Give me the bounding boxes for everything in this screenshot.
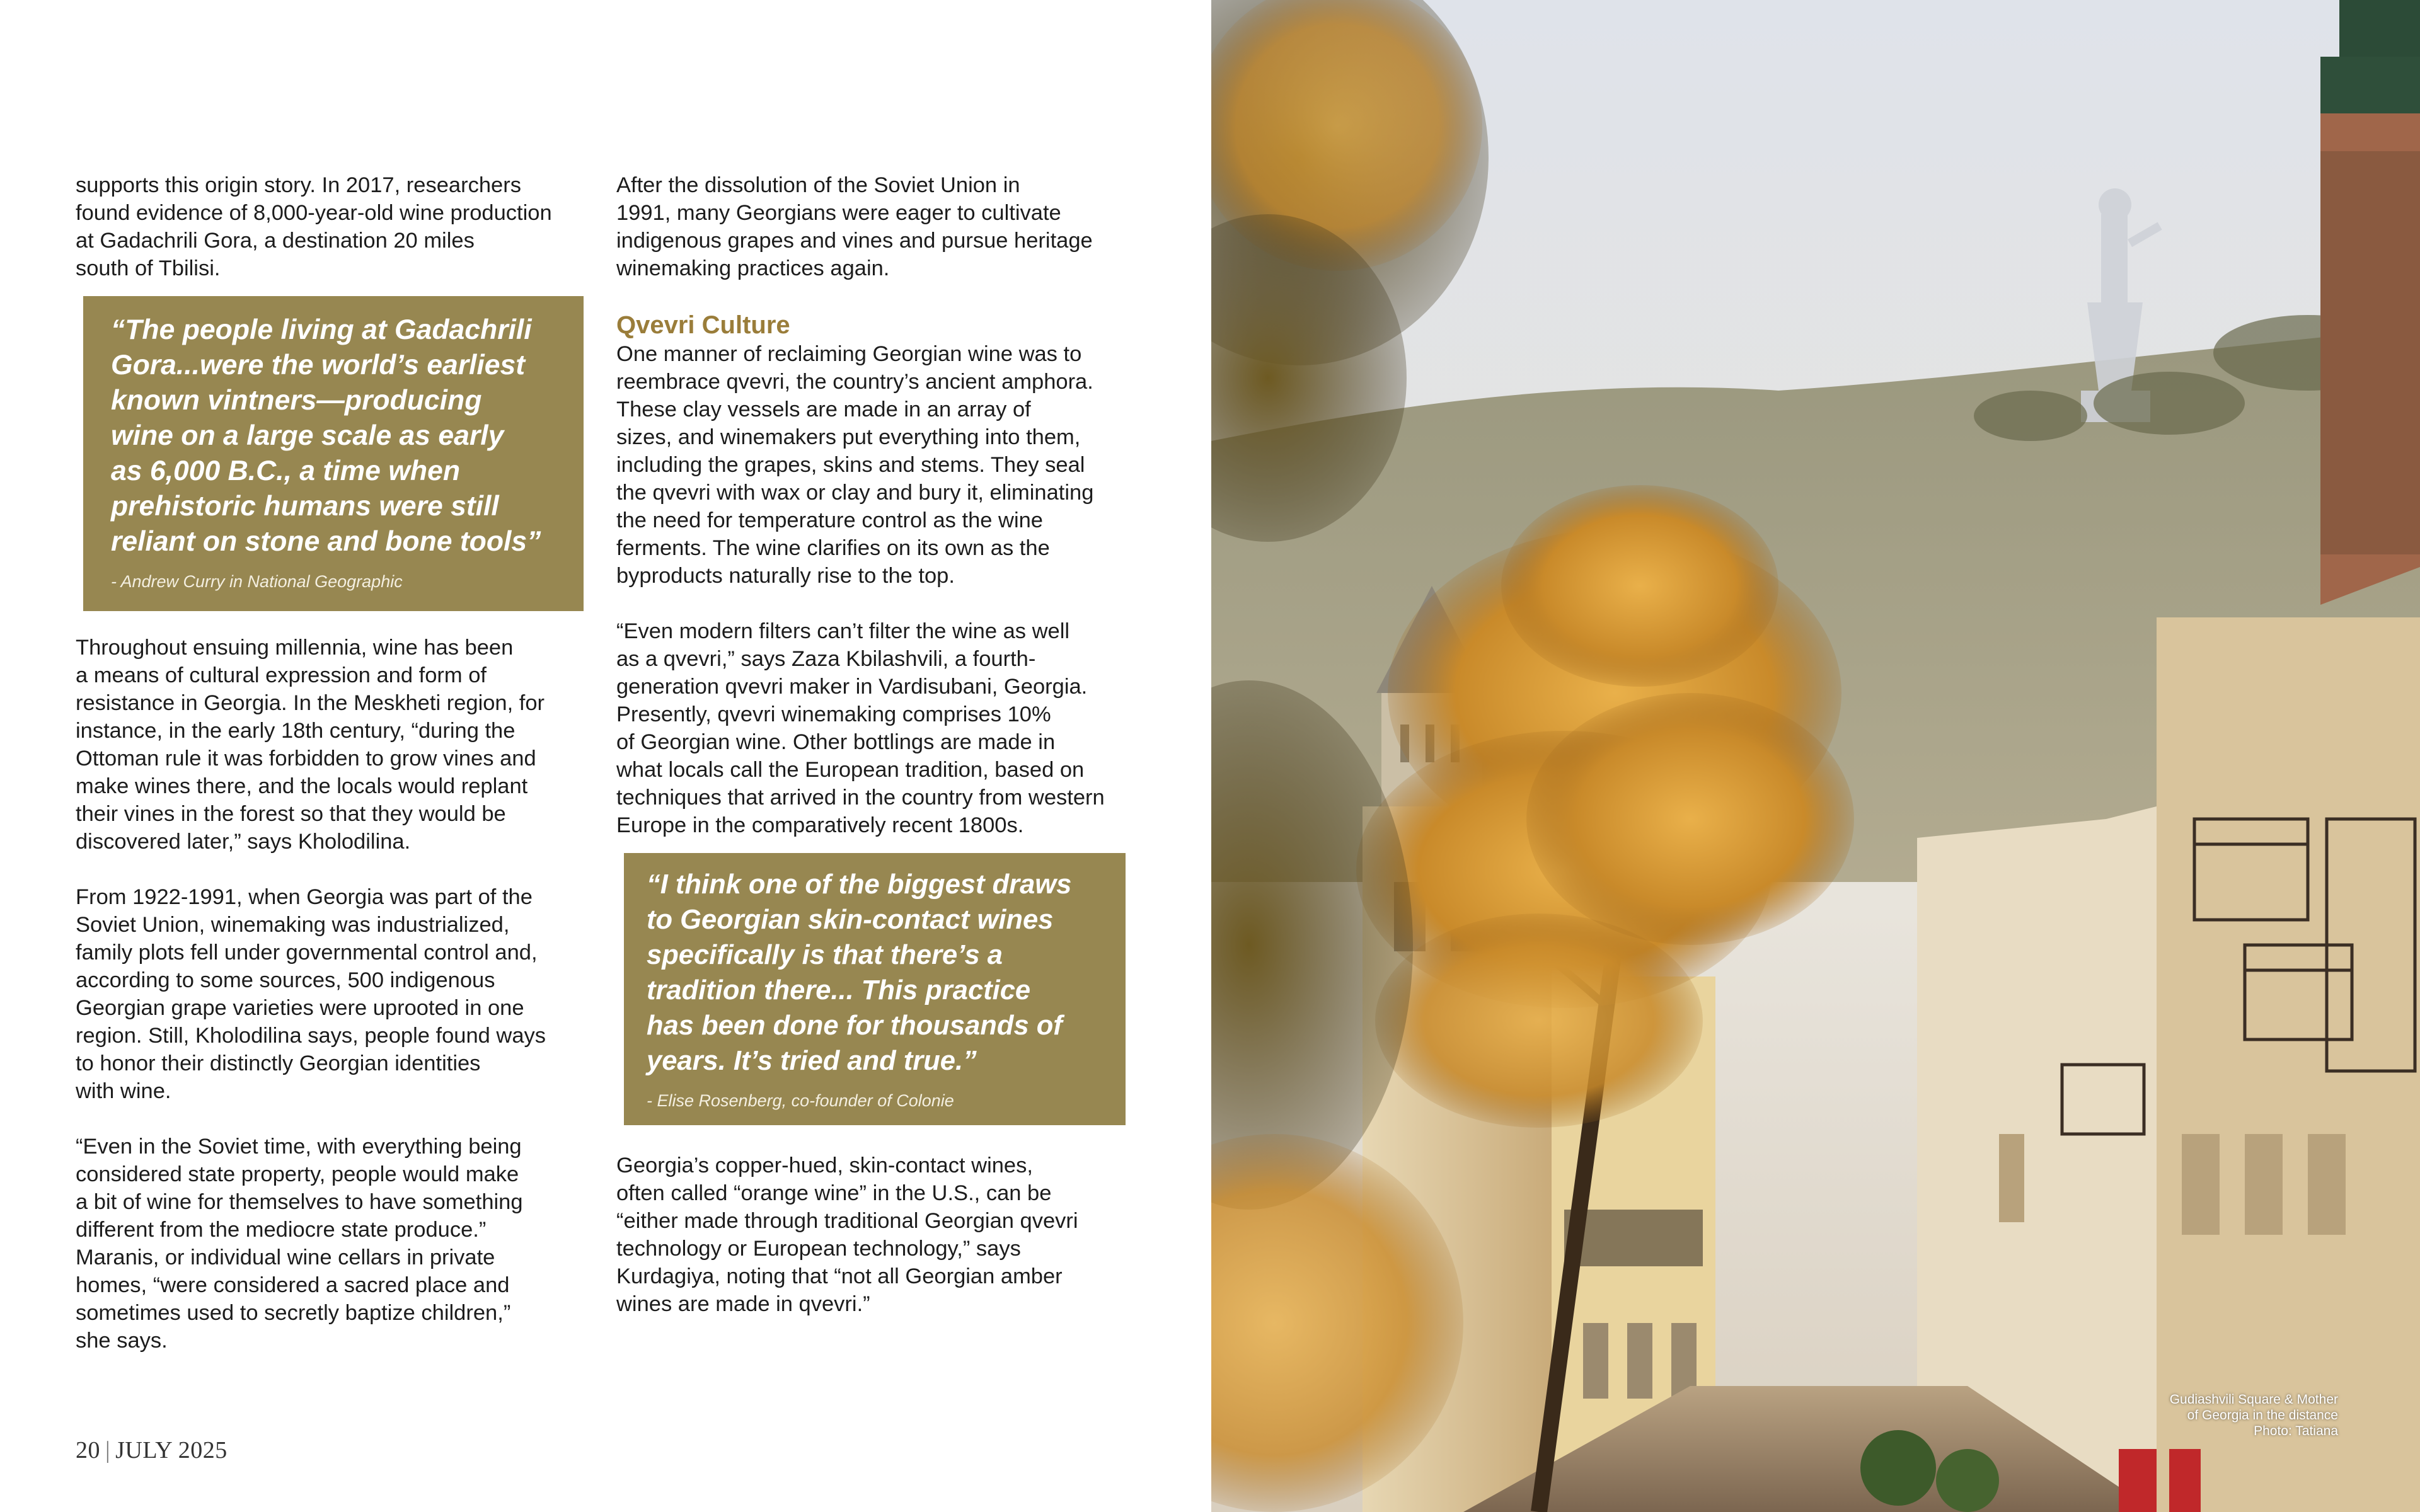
pull-quote-attribution: - Andrew Curry in National Geographic (111, 572, 403, 591)
text-column-right (616, 171, 1139, 1346)
pull-quote (83, 296, 584, 611)
body-paragraph: supports this origin story. In 2017, researchers found evidence of 8,000-year-old wine production at Gadachrili Gora, a destination 20 miles south of Tbilisi. (76, 173, 552, 280)
body-paragraph: After the dissolution of the Soviet Union in 1991, many Georgians were eager to cultivate indigenous grapes and vines and pursue heritage winemaking practices again. (616, 173, 1093, 280)
street-photo (1211, 0, 2420, 1512)
section-heading: Qvevri Culture (616, 311, 790, 339)
page-number: 20 (76, 1437, 100, 1463)
body-paragraph: Throughout ensuing millennia, wine has been a means of cultural expression and form of resistance in Georgia. In the Meskheti region, for instance, in the early 18th century, “during the Ottoman rule it was forbidden to grow vines and make wines there, and the locals would replant their vines in the forest so that they would be discovered later,” says Kholodilina. (76, 636, 545, 854)
pull-quote-text: “The people living at Gadachrili Gora...were the world’s earliest known vintners—producing wine on a large scale as early as 6,000 B.C., a time when prehistoric humans were still reliant on stone and bone tools” (111, 314, 541, 557)
body-paragraph: “Even modern filters can’t filter the wine as well as a qvevri,” says Zaza Kbilashvili, a fourth- generation qvevri maker in Vardisubani, Georgia. Presently, qvevri winemaking comprises 10% of Georgian wine. Other bottlings are made in what locals call the European tradition, based on techniques that arrived in the country from western Europe in the comparatively recent 1800s. (616, 619, 1105, 837)
photo-caption: Gudiashvili Square & Mother of Georgia in the distance Photo: Tatiana (2169, 1392, 2338, 1438)
pull-quote-text: “I think one of the biggest draws to Georgian skin-contact wines specifically is that there’s a tradition there... This practice has been done for thousands of years. It’s tried and true.” (647, 869, 1072, 1076)
body-paragraph: One manner of reclaiming Georgian wine was to reembrace qvevri, the country’s ancient amphora. These clay vessels are made in an array of sizes, and winemakers put everything into them, including the grapes, skins and stems. They seal the qvevri with wax or clay and bury it, eliminating the need for temperature control as the wine ferments. The wine clarifies on its own as the byproducts naturally rise to the top. (616, 342, 1094, 588)
page-footer (76, 1436, 228, 1464)
body-paragraph: “Even in the Soviet time, with everything being considered state property, people would make a bit of wine for themselves to have something different from the mediocre state produce.” Maranis, or individual wine cellars in private homes, “were considered a sacred place and sometimes used to secretly baptize children,” she says. (76, 1135, 523, 1353)
street-photo-illustration (1211, 0, 2420, 1512)
pull-quote (624, 853, 1126, 1125)
body-paragraph: Georgia’s copper-hued, skin-contact wines, often called “orange wine” in the U.S., can be “either made through traditional Georgian qvevri technology or European technology,” says Kurdagiya, noting that “not all Georgian amber wines are made in qvevri.” (616, 1154, 1078, 1316)
footer-separator: | (105, 1437, 111, 1463)
pull-quote-attribution: - Elise Rosenberg, co-founder of Colonie (647, 1091, 954, 1110)
body-paragraph: From 1922-1991, when Georgia was part of the Soviet Union, winemaking was industrialized, family plots fell under governmental control and, according to some sources, 500 indigenous Georgian grape varieties were uprooted in one region. Still, Kholodilina says, people found ways to honor their distinctly Georgian identities with wine. (76, 885, 546, 1103)
issue-date: JULY 2025 (115, 1437, 228, 1463)
text-column-left (76, 171, 592, 1382)
